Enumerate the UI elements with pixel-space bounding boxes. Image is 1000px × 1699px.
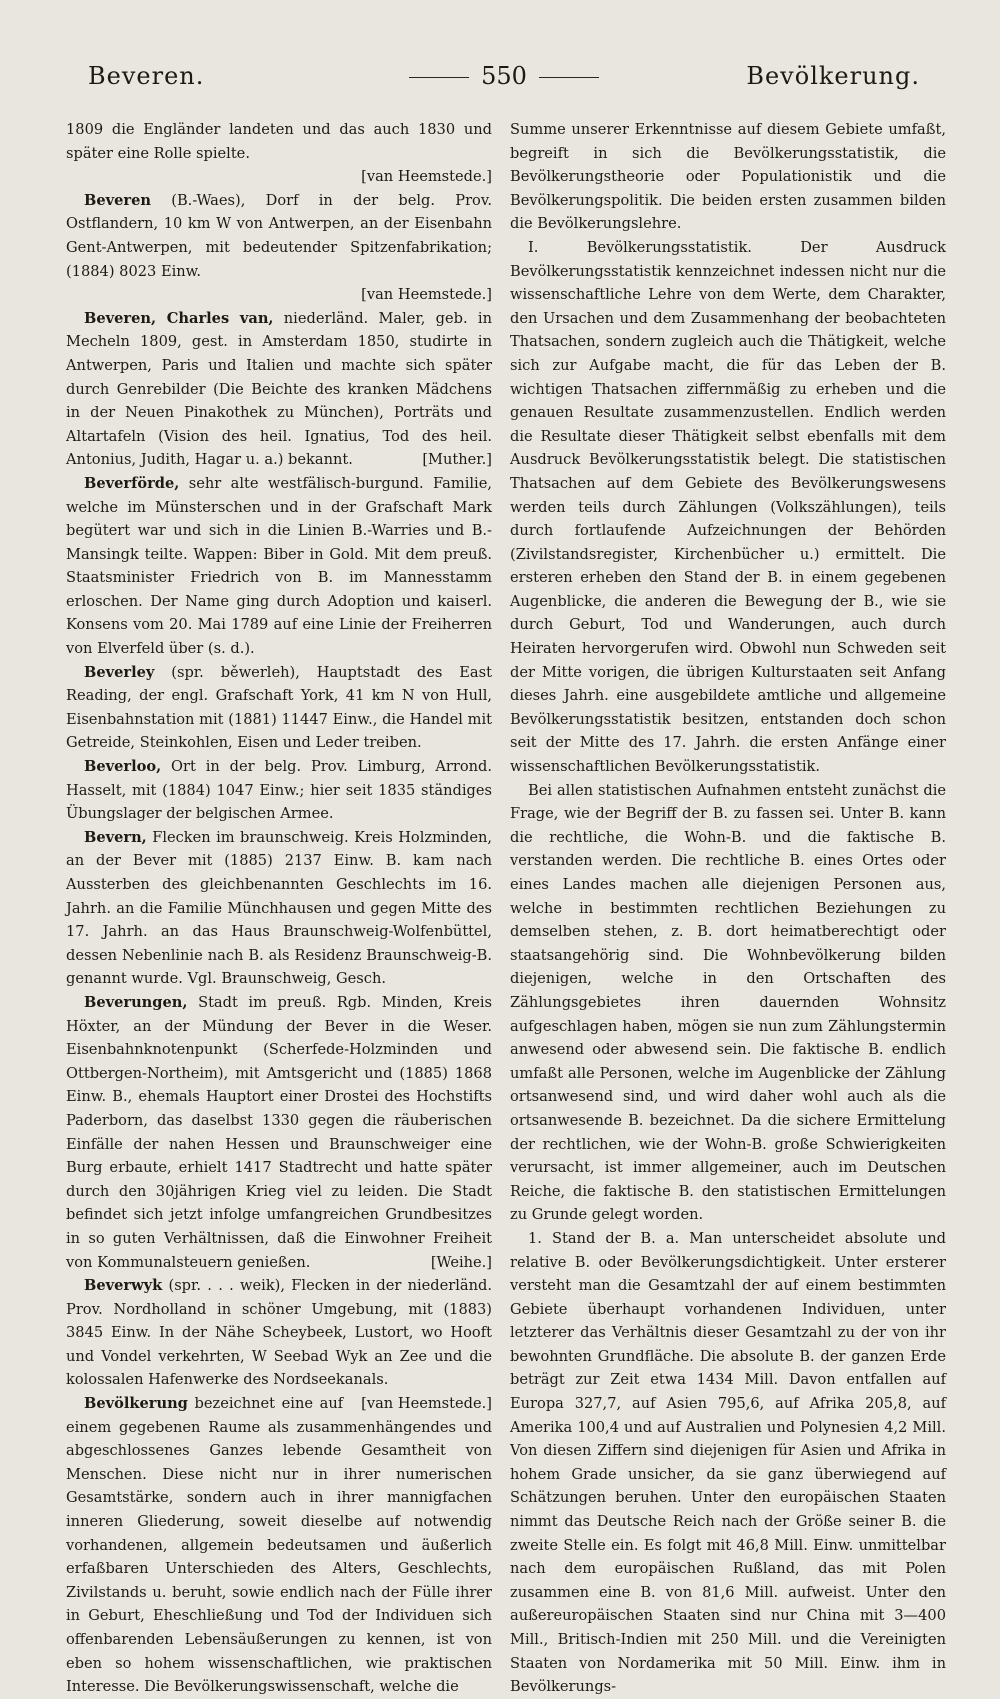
entry-beverungen	[66, 991, 492, 1274]
entry-text: (B.-Waes), Dorf in der belg. Prov. Ostflandern, 10 km W von Antwerpen, an der Eisenbahn Gent-Antwerpen, mit bedeutender Spitzenfabrikation; (1884) 8023 Einw.	[66, 191, 492, 280]
entry-text: Flecken im braunschweig. Kreis Holzminden, an der Bever mit (1885) 2137 Einw. B. kam nach Aussterben des gleichbenannten Geschlechts im 16. Jahrh. an die Familie Münchhausen und gegen Mitte des 17. Jahrh. an das Haus Braunschweig-Wolfenbüttel, dessen Nebenlinie nach B. als Residenz Braunschweig-B. genannt wurde. Vgl. Braunschweig, Gesch.	[66, 828, 492, 988]
entry-text: bezeichnet eine auf einem gegebenen Raume als zusammenhängendes und abgeschlossenes Ganzes lebende Gesamtheit von Menschen. Diese nicht nur in ihrer numerischen Gesamtstärke, sondern auch in ihrer mannigfachen inneren Gliederung, soweit dieselbe auf notwendig vorhandenen, allgemein bedeutsamen und äußerlich erfaßbaren Unterschieden des Alters, Geschlechts, Zivilstands u. beruht, sowie endlich nach der Fülle ihrer in Geburt, Eheschließung und Tod der Individuen sich offenbarenden Lebensäußerungen zu kennen, ist von eben so hohem wissenschaftlichen, wie praktischen Interesse. Die Bevölkerungswissenschaft, welche die	[66, 1395, 492, 1696]
entry-text: (spr. běwerleh), Hauptstadt des East Reading, der engl. Grafschaft York, 41 km N von Hull, Eisenbahnstation mit (1881) 11447 Einw., die Handel mit Getreide, Steinkohlen, Eisen und Leder treiben.	[66, 663, 492, 752]
paragraph-stand: 1. Stand der B. a. Man unterscheidet absolute und relative B. oder Bevölkerungsdichtigkeit. Unter ersterer versteht man die Gesamtzahl der auf einem bestimmten Gebiete überhaupt vorhandenen Individuen, unter letzterer das Verhältnis dieser Gesamtzahl zu der von ihr bewohnten Grundfläche. Die absolute B. der ganzen Erde beträgt zur Zeit etwa 1434 Mill. Davon entfallen auf Europa 327,7, auf Asien 795,6, auf Afrika 205,8, auf Amerika 100,4 und auf Australien und Polynesien 4,2 Mill. Von diesen Ziffern sind diejenigen für Asien und Afrika in hohem Grade unsicher, da sie ganz überwiegend auf Schätzungen beruhen. Unter den europäischen Staaten nimmt das Deutsche Reich nach der Größe seiner B. die zweite Stelle ein. Es folgt mit 46,8 Mill. Einw. unmittelbar nach dem europäischen Rußland, das mit Polen zusammen eine B. von 81,6 Mill. aufweist. Unter den außereuropäischen Staaten sind nur China mit 3—400 Mill., Britisch-Indien mit 250 Mill. und die Vereinigten Staaten von Nordamerika mit 50 Mill. Einw. ihm in Bevölkerungs-	[510, 1229, 946, 1696]
entry-text: Stadt im preuß. Rgb. Minden, Kreis Höxter, an der Mündung der Bever in die Weser. Eisenbahnknotenpunkt (Scherfede-Holzminden und Ottbergen-Northeim), mit Amtsgericht und (1885) 1868 Einw. B., ehemals Hauptort einer Drostei des Hochstifts Paderborn, das daselbst 1330 gegen die räuberischen Einfälle der nahen Hessen und Braunschweiger eine Burg erbaute, erhielt 1417 Stadtrecht und hatte später durch den 30jährigen Krieg viel zu leiden. Die Stadt befindet sich jetzt infolge umfangreichen Grundbesitzes in so guten Verhältnissen, daß die Einwohner Freiheit von Kommunalsteuern genießen.	[66, 993, 492, 1271]
entry-headword: Beverungen,	[84, 993, 188, 1011]
author-signature: [van Heemstede.]	[361, 1395, 492, 1413]
rule-right	[539, 77, 599, 78]
entry-text: 1809 die Engländer landeten und das auch 1830 und später eine Rolle spielte.	[66, 121, 492, 162]
entry-headword: Beverloo,	[84, 758, 162, 776]
entry-beverloo	[66, 755, 492, 826]
entry-headword: Bevölkerung	[84, 1395, 188, 1413]
entry-bevoelkerung	[66, 1392, 492, 1699]
entry-headword: Bevern,	[84, 828, 147, 846]
author-signature: [van Heemstede.]	[361, 168, 492, 186]
paragraph-intro: Summe unserer Erkenntnisse auf diesem Gebiete umfaßt, begreift in sich die Bevölkerungsstatistik, die Bevölkerungstheorie oder Populationistik und die Bevölkerungspolitik. Die beiden ersten zusammen bilden die Bevölkerungslehre.	[510, 121, 946, 233]
entry-headword: Beverförde,	[84, 474, 180, 492]
entry-headword: Beveren, Charles van,	[84, 309, 274, 327]
entry-headword: Beverley	[84, 663, 155, 681]
running-head-left: Beveren.	[88, 62, 205, 90]
paragraph-begriff: Bei allen statistischen Aufnahmen entsteht zunächst die Frage, wie der Begriff der B. zu fassen sei. Unter B. kann die rechtliche, die Wohn-B. und die faktische B. verstanden werden. Die rechtliche B. eines Ortes oder eines Landes machen alle diejenigen Personen aus, welche in bestimmten rechtlichen Beziehungen zu demselben stehen, z. B. dort heimatberechtigt oder staatsangehörig sind. Die Wohnbevölkerung bilden diejenigen, welche in den Ortschaften des Zählungsgebietes ihren dauernden Wohnsitz aufgeschlagen haben, mögen sie nun zum Zählungstermin anwesend oder abwesend sein. Die faktische B. endlich umfaßt alle Personen, welche im Augenblicke der Zählung ortsanwesend sind, und wird daher wohl auch als die ortsanwesende B. bezeichnet. Da die sichere Ermittelung der rechtlichen, wie der Wohn-B. große Schwierigkeiten verursacht, ist immer allgemeiner, auch im Deutschen Reiche, die faktische B. den statistischen Ermittelungen zu Grunde gelegt worden.	[510, 781, 946, 1224]
right-column	[510, 118, 946, 1699]
author-signature: [Weihe.]	[430, 1253, 492, 1271]
running-head-right: Bevölkerung.	[746, 62, 920, 90]
page-number: 550	[481, 62, 527, 90]
entry-beveren-waes	[66, 189, 492, 307]
entry-bevern	[66, 826, 492, 991]
entry-text: sehr alte westfälisch-burgund. Familie, welche im Münsterschen und in der Grafschaft Mark begütert war und sich in die Linien B.-Warries und B.-Mansingk teilte. Wappen: Biber in Gold. Mit dem preuß. Staatsminister Friedrich von B. im Mannesstamm erloschen. Der Name ging durch Adoption und kaiserl. Konsens vom 20. Mai 1789 auf eine Linie der Freiherren von Elverfeld über (s. d.).	[66, 474, 492, 658]
entry-continuation	[66, 118, 492, 189]
author-signature: [van Heemstede.]	[361, 286, 492, 304]
entry-beverley	[66, 661, 492, 755]
entry-headword: Beveren	[84, 191, 151, 209]
entry-beveren-charles	[66, 307, 492, 472]
author-signature: [Muther.]	[422, 451, 492, 469]
entry-beverfoerde	[66, 472, 492, 661]
entry-text: (spr. . . . weik), Flecken in der niederländ. Prov. Nordholland in schöner Umgebung, mit (1883) 3845 Einw. In der Nähe Scheybeek, Lustort, wo Hooft und Vondel verkehrten, W Seebad Wyk an Zee und die kolossalen Hafenwerke des Nordseekanals.	[66, 1277, 492, 1389]
entry-text: niederländ. Maler, geb. in Mecheln 1809, gest. in Amsterdam 1850, studirte in Antwerpen, Paris und Italien und machte sich später durch Genrebilder (Die Beichte des kranken Mädchens in der Neuen Pinakothek zu München), Porträts und Altartafeln (Vision des heil. Ignatius, Tod des heil. Antonius, Judith, Hagar u. a.) bekannt.	[66, 309, 492, 469]
entry-text: Ort in der belg. Prov. Limburg, Arrond. Hasselt, mit (1884) 1047 Einw.; hier seit 1835 ständiges Übungslager der belgischen Armee.	[66, 758, 492, 823]
page-header	[88, 62, 920, 102]
paragraph-statistik: I. Bevölkerungsstatistik. Der Ausdruck Bevölkerungsstatistik kennzeichnet indessen nicht nur die wissenschaftliche Lehre von dem Werte, dem Charakter, den Ursachen und dem Zusammenhang der beobachteten Thatsachen, sondern zugleich auch die Thätigkeit, welche sich zur Aufgabe macht, die für das Leben der B. wichtigen Thatsachen ziffernmäßig zu erheben und die genauen Resultate zusammenzustellen. Endlich werden die Resultate dieser Thätigkeit selbst ebenfalls mit dem Ausdruck Bevölkerungsstatistik belegt. Die statistischen Thatsachen auf dem Gebiete des Bevölkerungswesens werden teils durch Zählungen (Volkszählungen), teils durch fortlaufende Aufzeichnungen der Behörden (Zivilstandsregister, Kirchenbücher u.) ermittelt. Die ersteren erheben den Stand der B. in einem gegebenen Augenblicke, die anderen die Bewegung der B., wie sie durch Geburt, Tod und Wanderungen, auch durch Heiraten hervorgerufen wird. Obwohl nun Schweden seit der Mitte vorigen, die übrigen Kulturstaaten seit Anfang dieses Jahrh. eine ausgebildete amtliche und allgemeine Bevölkerungsstatistik besitzen, entstanden doch schon seit der Mitte des 17. Jahrh. die ersten Anfänge einer wissenschaftlichen Bevölkerungsstatistik.	[510, 238, 946, 776]
left-column	[66, 118, 492, 1699]
rule-left	[409, 77, 469, 78]
entry-headword: Beverwyk	[84, 1277, 163, 1295]
